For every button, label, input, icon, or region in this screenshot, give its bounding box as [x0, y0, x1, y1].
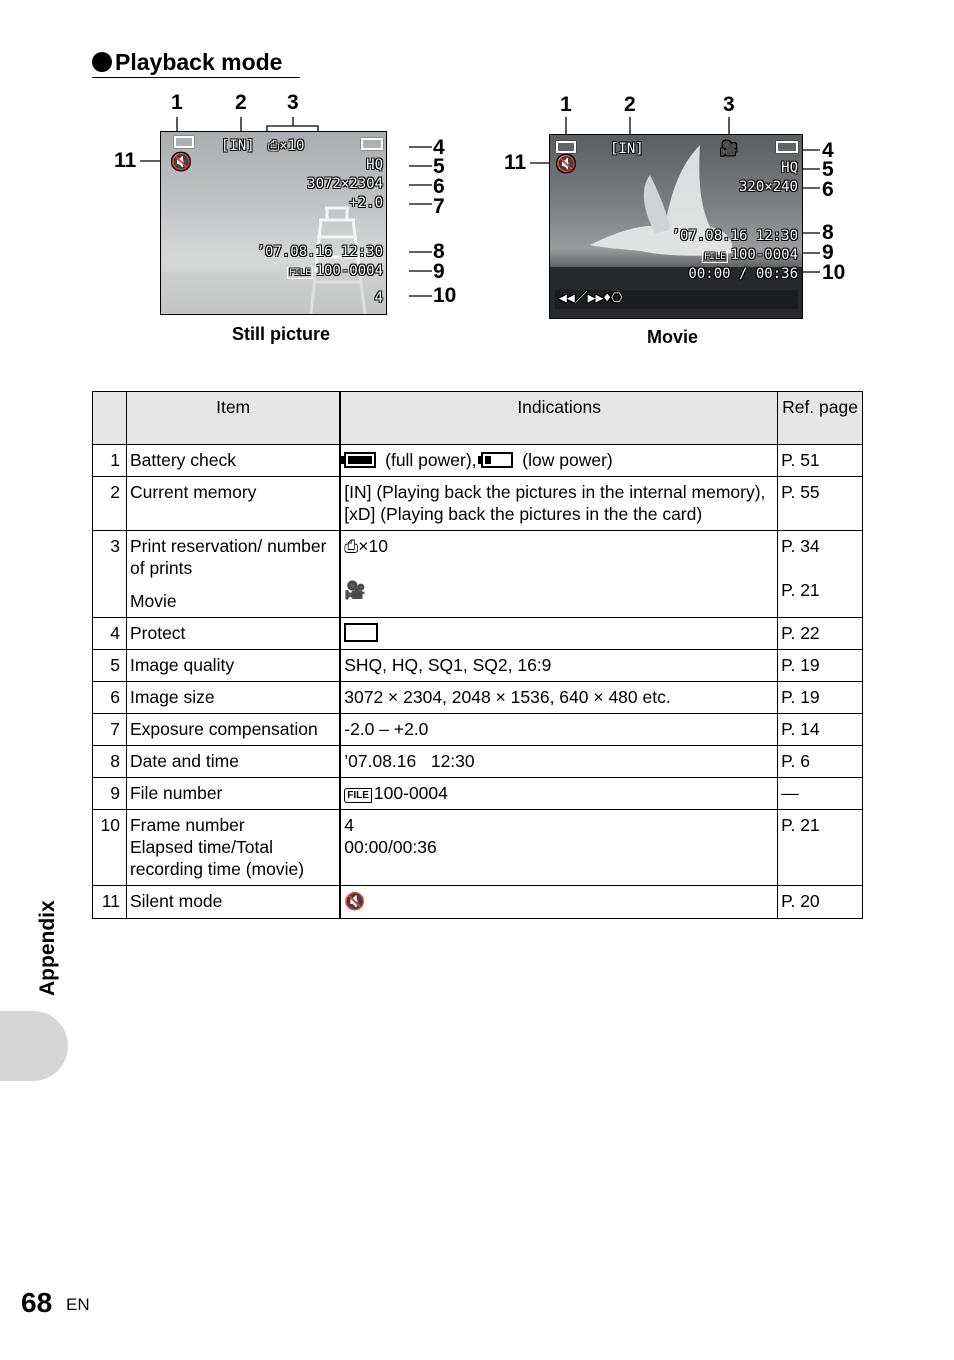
- movie-callout-10: 10: [822, 261, 846, 284]
- language-code: EN: [66, 1295, 90, 1314]
- movie-callout-4: 4: [822, 139, 834, 162]
- movie-elapsed-time: 00:00 / 00:36: [688, 266, 798, 282]
- movie-callout-9: 9: [822, 241, 834, 264]
- movie-protect-icon: [776, 141, 798, 157]
- table-row: 10 Frame number Elapsed time/Total recording time (movie) 4 00:00/00:36 P. 21: [93, 810, 863, 886]
- playback-controls-icon: ◀◀／▶▶♦⎔: [559, 291, 623, 306]
- callout-1: 1: [171, 91, 183, 114]
- callout-2: 2: [235, 91, 247, 114]
- table-row: 11 Silent mode 🔇 P. 20: [93, 886, 863, 919]
- file-icon: FILE: [288, 268, 311, 278]
- movie-camera-icon: 🎥: [344, 580, 367, 600]
- table-row: 1 Battery check (full power), (low power) P. 51: [93, 445, 863, 477]
- header-number: [93, 392, 127, 445]
- print-icon: ⎙: [344, 536, 359, 556]
- silent-mode-icon: 🔇: [344, 892, 366, 911]
- callout-3: 3: [287, 91, 299, 114]
- table-row: 3 Print reservation/ number of prints Movie ⎙×10 🎥 P. 34 P. 21: [93, 531, 863, 618]
- protect-key-icon: [344, 623, 378, 642]
- movie-screen: [549, 134, 803, 319]
- memory-indicator: [IN]: [221, 138, 255, 154]
- page-number: 68: [21, 1287, 53, 1318]
- battery-low-icon: [481, 452, 513, 468]
- callout-10: 10: [433, 284, 457, 307]
- movie-callout-11: 11: [504, 151, 527, 174]
- printer-icon: ⎙: [268, 138, 280, 154]
- table-row: 2 Current memory [IN] (Playing back the pictures in the internal memory), [xD] (Playing back the pictures in the the card) P. 55: [93, 477, 863, 531]
- movie-callout-6: 6: [822, 178, 834, 201]
- header-indications: Indications: [340, 392, 777, 445]
- callout-4: 4: [433, 136, 445, 159]
- table-row: 8 Date and time ’07.08.16 12:30 P. 6: [93, 746, 863, 778]
- table-row: 9 File number FILE 100-0004 —: [93, 778, 863, 810]
- movie-callout-8: 8: [822, 221, 834, 244]
- protect-icon: [361, 138, 383, 154]
- heading-text: Playback mode: [115, 49, 283, 75]
- battery-full-icon: [344, 452, 376, 468]
- movie-image-size: 320×240: [738, 179, 798, 195]
- movie-file-icon: FILE: [703, 252, 726, 262]
- side-label: Appendix: [36, 900, 59, 996]
- lifeguard-chair-photo: [161, 132, 386, 314]
- header-item: Item: [126, 392, 340, 445]
- callout-11: 11: [114, 149, 137, 172]
- frame-number: 4: [374, 290, 383, 306]
- still-caption: Still picture: [232, 324, 331, 344]
- movie-callout-5: 5: [822, 158, 834, 181]
- table-row: 5 Image quality SHQ, HQ, SQ1, SQ2, 16:9 P. 19: [93, 650, 863, 682]
- movie-callout-3: 3: [723, 93, 735, 116]
- header-ref-page: Ref. page: [778, 392, 863, 445]
- movie-caption: Movie: [647, 327, 699, 347]
- movie-image-quality: HQ: [781, 160, 798, 176]
- file-number: FILE 100-0004: [288, 263, 383, 279]
- callout-7: 7: [433, 195, 445, 218]
- date-time: ’07.08.16 12:30: [256, 244, 383, 260]
- file-icon: FILE: [344, 788, 372, 803]
- table-row: 6 Image size 3072 × 2304, 2048 × 1536, 640 × 480 etc. P. 19: [93, 682, 863, 714]
- table-header-row: [93, 392, 863, 445]
- exposure-compensation: +2.0: [349, 195, 383, 211]
- callout-lines: [0, 0, 954, 360]
- movie-file-number: FILE 100-0004: [703, 247, 798, 263]
- movie-date-time: ’07.08.16 12:30: [671, 228, 798, 244]
- movie-memory-indicator: [IN]: [610, 141, 644, 157]
- print-reservation: ⎙×10: [268, 138, 305, 154]
- image-quality: HQ: [366, 157, 383, 173]
- movie-icon: 🎥: [720, 141, 738, 157]
- appendix-tab: [0, 1011, 68, 1081]
- callout-6: 6: [433, 175, 445, 198]
- still-picture-screen: [160, 131, 387, 315]
- movie-silent-mode-icon: 🔇: [556, 154, 576, 173]
- table-row: 4 Protect P. 22: [93, 618, 863, 650]
- table-row: 7 Exposure compensation -2.0 – +2.0 P. 14: [93, 714, 863, 746]
- image-size: 3072×2304: [307, 176, 383, 192]
- silent-mode-icon: 🔇: [171, 152, 191, 171]
- indications-table: [92, 391, 863, 919]
- movie-callout-2: 2: [624, 93, 636, 116]
- callout-8: 8: [433, 240, 445, 263]
- movie-playback-bar: [555, 290, 798, 309]
- callout-5: 5: [433, 155, 445, 178]
- callout-9: 9: [433, 260, 445, 283]
- movie-callout-1: 1: [560, 93, 572, 116]
- battery-icon: [174, 136, 194, 152]
